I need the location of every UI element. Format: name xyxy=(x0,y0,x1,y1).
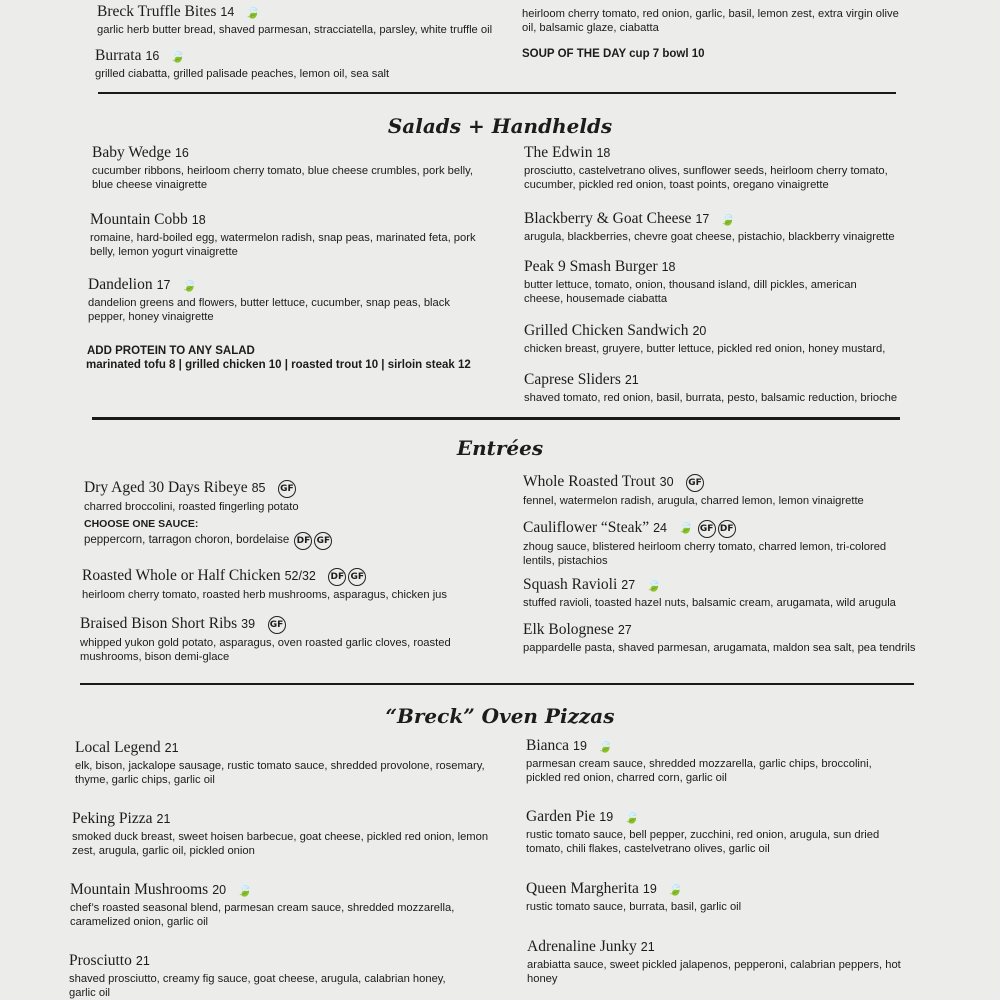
menu-item-cutoff-right xyxy=(522,5,902,35)
item-name: Dandelion xyxy=(88,276,153,294)
menu-item-roasted-chicken xyxy=(82,566,502,602)
vegetarian-leaf-icon: 🍃 xyxy=(645,577,662,592)
item-name: Elk Bolognese xyxy=(523,621,614,638)
item-description: pappardelle pasta, shaved parmesan, arugamata, maldon sea salt, pea tendrils xyxy=(523,642,916,654)
add-protein-title: ADD PROTEIN TO ANY SALAD xyxy=(87,345,255,357)
item-price: 21 xyxy=(624,373,639,387)
item-description: elk, bison, jackalope sausage, rustic tomato sauce, shredded provolone, rosemary, thyme, garlic chips, garlic oil xyxy=(75,760,485,786)
item-description: whipped yukon gold potato, asparagus, oven roasted garlic cloves, roasted mushrooms, bison demi-glace xyxy=(80,637,451,663)
item-price: 85 xyxy=(251,481,266,496)
menu-item-elk-bolognese xyxy=(523,621,933,655)
item-price: 24 xyxy=(653,521,668,536)
item-description: prosciutto, castelvetrano olives, sunflower seeds, heirloom cherry tomato, cucumber, pickled red onion, toast points, oregano vinaigrette xyxy=(524,165,888,191)
sauce-options: peppercorn, tarragon choron, bordelaise DF GF xyxy=(84,532,504,550)
item-price: 19 xyxy=(599,810,614,825)
item-description: butter lettuce, tomato, onion, thousand island, dill pickles, american cheese, housemade ciabatta xyxy=(524,279,857,305)
gluten-free-icon: GF xyxy=(314,532,332,550)
item-description: zhoug sauce, blistered heirloom cherry tomato, charred lemon, tri-colored lentils, pistachios xyxy=(523,541,887,567)
item-price: 18 xyxy=(191,213,206,227)
section-heading-pizzas: “Breck” Oven Pizzas xyxy=(385,704,615,728)
item-description: arabiatta sauce, sweet pickled jalapenos, pepperoni, calabrian peppers, hot honey xyxy=(527,959,901,985)
menu-item-caprese-sliders xyxy=(524,371,924,405)
item-description: rustic tomato sauce, burrata, basil, garlic oil xyxy=(526,901,742,914)
dairy-free-icon: DF xyxy=(294,532,312,550)
item-price: 30 xyxy=(659,475,674,490)
vegetarian-leaf-icon: 🍃 xyxy=(597,738,614,753)
menu-item-local-legend xyxy=(75,739,505,787)
item-description: chef’s roasted seasonal blend, parmesan cream sauce, shredded mozzarella, caramelized onion, garlic oil xyxy=(70,902,455,929)
item-price: 21 xyxy=(156,812,171,826)
item-price: 17 xyxy=(695,212,710,227)
section-heading-salads: Salads + Handhelds xyxy=(387,114,613,138)
item-price: 21 xyxy=(164,741,179,755)
gluten-free-icon: GF xyxy=(276,478,296,498)
menu-item-adrenaline-junky xyxy=(527,938,917,986)
menu-item-bison-short-ribs xyxy=(80,614,500,664)
vegetarian-leaf-icon: 🍃 xyxy=(180,277,198,292)
item-description: shaved prosciutto, creamy fig sauce, goat cheese, arugula, calabrian honey, garlic oil xyxy=(69,973,446,999)
item-price: 27 xyxy=(617,623,632,637)
vegetarian-leaf-icon: 🍃 xyxy=(623,809,640,824)
item-price: 20 xyxy=(212,883,227,898)
vegetarian-leaf-icon: 🍃 xyxy=(719,211,736,226)
menu-item-mountain-mushrooms xyxy=(70,881,500,929)
item-description: heirloom cherry tomato, red onion, garlic, basil, lemon zest, extra virgin olive oil, balsamic glaze, ciabatta xyxy=(522,8,899,34)
menu-item-grilled-chicken-sandwich xyxy=(524,322,904,356)
item-price: 18 xyxy=(596,146,611,160)
dairy-free-icon: DF xyxy=(328,568,346,586)
menu-item-roasted-trout xyxy=(523,472,903,508)
menu-item-mountain-cobb xyxy=(90,211,490,259)
section-divider xyxy=(98,92,896,94)
item-name: Breck Truffle Bites xyxy=(97,3,217,21)
item-description: smoked duck breast, sweet hoisen barbecue, goat cheese, pickled red onion, lemon zest, arugula, garlic oil, pickled onion xyxy=(72,831,489,857)
item-description: charred broccolini, roasted fingerling potato xyxy=(84,501,299,513)
item-name: Burrata xyxy=(95,47,142,65)
item-name: Peking Pizza xyxy=(72,810,153,827)
item-price: 16 xyxy=(145,49,160,64)
item-name: Bianca xyxy=(526,737,570,755)
item-name: The Edwin xyxy=(524,144,593,161)
menu-item-prosciutto xyxy=(69,952,449,1000)
item-price: 17 xyxy=(156,278,171,293)
item-price: 21 xyxy=(640,940,655,954)
item-description: romaine, hard-boiled egg, watermelon radish, snap peas, marinated feta, pork belly, lemon yogurt vinaigrette xyxy=(90,232,476,258)
add-protein-options: marinated tofu 8 | grilled chicken 10 | roasted trout 10 | sirloin steak 12 xyxy=(86,359,471,371)
section-divider xyxy=(92,417,900,420)
item-price: 18 xyxy=(661,260,676,274)
item-description: dandelion greens and flowers, butter lettuce, cucumber, snap peas, black pepper, honey vinaigrette xyxy=(88,297,450,324)
item-price: 39 xyxy=(241,617,256,632)
item-name: Local Legend xyxy=(75,739,161,756)
soup-of-the-day: SOUP OF THE DAY cup 7 bowl 10 xyxy=(522,48,705,60)
section-divider xyxy=(80,683,914,685)
menu-item-garden-pie xyxy=(526,808,896,856)
menu-item-smash-burger xyxy=(524,258,894,306)
gluten-free-icon: GF xyxy=(698,520,716,538)
item-description: shaved tomato, red onion, basil, burrata, pesto, balsamic reduction, brioche xyxy=(524,392,898,404)
menu-item-bianca xyxy=(526,737,906,785)
gluten-free-icon: GF xyxy=(684,472,704,492)
item-name: Baby Wedge xyxy=(92,144,171,161)
item-price: 16 xyxy=(174,146,189,160)
item-price: 20 xyxy=(692,324,707,338)
item-description: chicken breast, gruyere, butter lettuce, pickled red onion, honey mustard, xyxy=(524,343,886,355)
item-name: Roasted Whole or Half Chicken xyxy=(82,567,281,585)
item-name: Whole Roasted Trout xyxy=(523,473,656,491)
vegetarian-leaf-icon: 🍃 xyxy=(667,881,684,896)
section-heading-entrees: Entrées xyxy=(456,436,544,460)
menu-item-blackberry-goat-cheese xyxy=(524,210,904,244)
item-description: rustic tomato sauce, bell pepper, zucchini, red onion, arugula, sun dried tomato, chili flakes, castelvetrano olives, garlic oil xyxy=(526,829,880,856)
item-name: Mountain Mushrooms xyxy=(70,881,209,899)
item-name: Peak 9 Smash Burger xyxy=(524,258,658,275)
menu-item-squash-ravioli xyxy=(523,576,923,610)
menu-item-peking-pizza xyxy=(72,810,502,858)
dietary-icons xyxy=(326,566,366,586)
item-price: 21 xyxy=(135,954,150,968)
menu-item-burrata xyxy=(95,47,505,81)
vegan-leaf-icon: 🍃 xyxy=(677,519,694,534)
item-name: Cauliflower “Steak” xyxy=(523,519,650,537)
item-name: Braised Bison Short Ribs xyxy=(80,615,238,633)
dietary-icons xyxy=(677,518,735,538)
item-price: 27 xyxy=(621,578,636,593)
item-price: 19 xyxy=(573,739,587,754)
item-name: Mountain Cobb xyxy=(90,211,188,228)
item-price: 52/32 xyxy=(284,569,316,584)
vegetarian-leaf-icon: 🍃 xyxy=(236,882,253,897)
item-description: stuffed ravioli, toasted hazel nuts, balsamic cream, arugamata, wild arugula xyxy=(523,597,896,610)
item-name: Garden Pie xyxy=(526,808,596,826)
vegetarian-leaf-icon: 🍃 xyxy=(244,4,261,19)
item-name: Dry Aged 30 Days Ribeye xyxy=(84,479,248,497)
item-price: 14 xyxy=(220,5,235,20)
item-description: fennel, watermelon radish, arugula, charred lemon, lemon vinaigrette xyxy=(523,495,864,507)
item-description: parmesan cream sauce, shredded mozzarella, garlic chips, broccolini, pickled red onion, charred corn, garlic oil xyxy=(526,758,872,785)
item-description: heirloom cherry tomato, roasted herb mushrooms, asparagus, chicken jus xyxy=(82,589,448,601)
item-name: Blackberry & Goat Cheese xyxy=(524,210,692,228)
item-name: Prosciutto xyxy=(69,952,132,969)
menu-item-queen-margherita xyxy=(526,880,906,914)
item-description: cucumber ribbons, heirloom cherry tomato, blue cheese crumbles, pork belly, blue cheese vinaigrette xyxy=(92,165,473,191)
item-name: Adrenaline Junky xyxy=(527,938,637,955)
item-name: Grilled Chicken Sandwich xyxy=(524,322,689,339)
menu-item-cauliflower-steak xyxy=(523,518,903,568)
menu-item-ribeye xyxy=(84,478,504,550)
item-price: 19 xyxy=(642,882,657,897)
menu-item-baby-wedge xyxy=(92,144,492,192)
item-name: Squash Ravioli xyxy=(523,576,618,594)
item-description: grilled ciabatta, grilled palisade peaches, lemon oil, sea salt xyxy=(95,68,390,81)
gluten-free-icon: GF xyxy=(348,568,366,586)
gluten-free-icon: GF xyxy=(266,614,286,634)
dairy-free-icon: DF xyxy=(718,520,736,538)
item-name: Queen Margherita xyxy=(526,880,639,898)
item-name: Caprese Sliders xyxy=(524,371,621,388)
item-description: garlic herb butter bread, shaved parmesan, stracciatella, parsley, white truffle oil xyxy=(97,24,493,37)
item-description: arugula, blackberries, chevre goat cheese, pistachio, blackberry vinaigrette xyxy=(524,231,895,244)
menu-item-dandelion xyxy=(88,276,488,324)
menu-item-the-edwin xyxy=(524,144,894,192)
choose-sauce-label: CHOOSE ONE SAUCE: xyxy=(84,518,199,530)
vegetarian-leaf-icon: 🍃 xyxy=(169,48,187,63)
menu-item-breck-truffle-bites xyxy=(97,3,507,37)
